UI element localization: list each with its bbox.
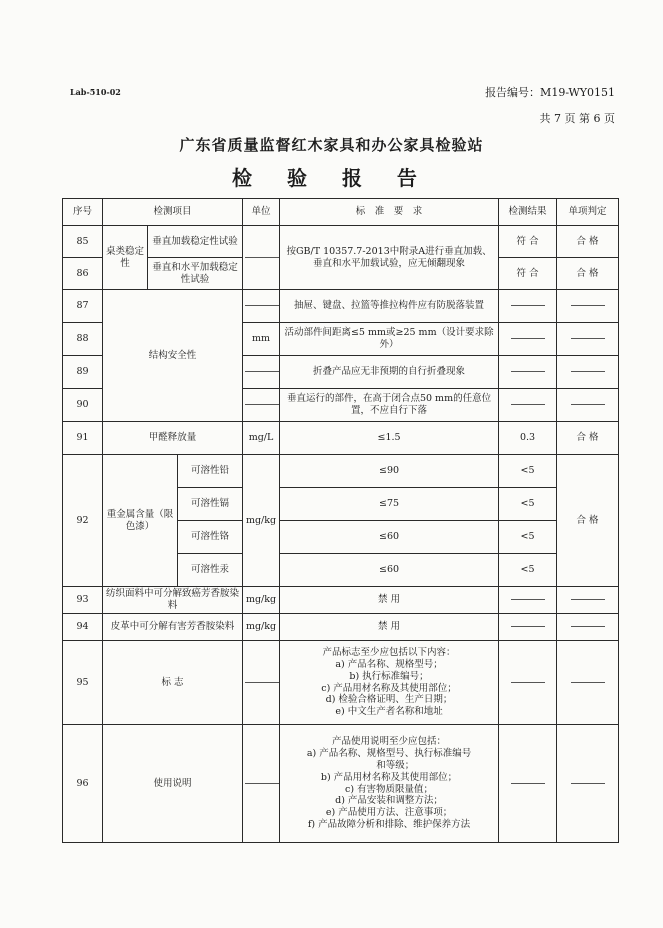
row-no: 86 [63,258,103,290]
requirement-line: e) 中文生产者名称和地址 [335,706,443,718]
dash-mark [511,626,545,627]
item-label: 可溶性铬 [178,521,243,554]
group-label: 桌类稳定性 [103,226,148,290]
group-label: 结构安全性 [103,290,243,422]
verdict-value [557,587,619,614]
verdict-value [557,641,619,725]
unit-cell [243,389,280,422]
verdict-value [557,323,619,356]
requirement-text: 禁 用 [280,614,499,641]
result-value [499,725,557,843]
inspection-table [62,198,619,843]
dash-mark [571,783,605,784]
result-value [499,614,557,641]
requirement-text [280,641,499,725]
dash-mark [511,404,545,405]
row-no: 88 [63,323,103,356]
requirement-line: c) 有害物质限量值； [345,783,434,795]
item-label: 甲醛释放量 [103,422,243,455]
unit-cell [243,226,280,290]
result-value: 符 合 [499,258,557,290]
dash-mark [571,599,605,600]
col-header-requirement: 标 准 要 求 [280,199,499,226]
dash-mark [571,338,605,339]
verdict-value: 合 格 [557,258,619,290]
requirement-line: 和等级； [363,759,415,771]
unit-cell [243,725,280,843]
dash-mark [511,338,545,339]
requirement-line: d) 检验合格证明、生产日期； [325,694,453,706]
unit-cell: mm [243,323,280,356]
requirement-text: ≤75 [280,488,499,521]
result-value: <5 [499,554,557,587]
requirement-text: 禁 用 [280,587,499,614]
requirement-line: d) 产品安装和调整方法； [335,795,443,807]
requirement-line: b) 产品用材名称及其使用部位； [320,771,458,783]
unit-cell [243,356,280,389]
unit-cell: mg/kg [243,587,280,614]
requirement-text: 按GB/T 10357.7-2013中附录A进行垂直加载、垂直和水平加载试验，应无倾翻现象 [280,226,499,290]
report-number: 报告编号：M19-WY0151 [485,86,615,99]
group-label: 重金属含量（限色漆） [103,455,178,587]
requirement-text: 垂直运行的部件，在高于闭合点50 mm的任意位置，不应自行下落 [280,389,499,422]
dash-mark [511,599,545,600]
table-header-row [63,199,619,226]
dash-mark [511,783,545,784]
dash-mark [571,404,605,405]
table-row [63,725,619,843]
row-no: 85 [63,226,103,258]
row-no: 87 [63,290,103,323]
dash-mark [245,682,279,683]
requirement-text: ≤1.5 [280,422,499,455]
requirement-line: 产品使用说明至少应包括： [332,736,447,747]
col-header-unit: 单位 [243,199,280,226]
requirement-line: c) 产品用材名称及其使用部位； [321,682,457,694]
requirement-text [280,725,499,843]
verdict-value [557,290,619,323]
dash-mark [511,682,545,683]
col-header-result: 检测结果 [499,199,557,226]
result-value: 0.3 [499,422,557,455]
item-label: 可溶性汞 [178,554,243,587]
table-row [63,226,619,258]
unit-cell: mg/L [243,422,280,455]
table-row [63,614,619,641]
station-name: 广东省质量监督红木家具和办公家具检验站 [179,136,484,154]
item-label: 垂直和水平加载稳定性试验 [148,258,243,290]
result-value [499,641,557,725]
verdict-value [557,725,619,843]
item-label: 垂直加载稳定性试验 [148,226,243,258]
table-row [63,641,619,725]
row-no: 89 [63,356,103,389]
doc-code: Lab-510-02 [70,87,121,97]
requirement-line: b) 执行标准编号； [349,670,429,682]
result-value [499,323,557,356]
dash-mark [511,371,545,372]
requirement-line: a) 产品名称、规格型号； [335,658,443,670]
requirement-text: ≤60 [280,554,499,587]
dash-mark [245,305,279,306]
table-row [63,422,619,455]
verdict-value [557,356,619,389]
verdict-value: 合 格 [557,455,619,587]
item-label: 可溶性铅 [178,455,243,488]
verdict-value [557,614,619,641]
unit-cell: mg/kg [243,455,280,587]
row-no: 94 [63,614,103,641]
requirement-line: a) 产品名称、规格型号、执行标准编号 [306,747,472,759]
row-no: 93 [63,587,103,614]
unit-cell [243,290,280,323]
col-header-item: 检测项目 [103,199,243,226]
requirement-text: 折叠产品应无非预期的自行折叠现象 [280,356,499,389]
dash-mark [571,371,605,372]
requirement-text: 抽屉、键盘、拉篮等推拉构件应有防脱落装置 [280,290,499,323]
row-no: 92 [63,455,103,587]
table-row [63,587,619,614]
item-label: 可溶性镉 [178,488,243,521]
result-value [499,356,557,389]
unit-cell: mg/kg [243,614,280,641]
col-header-verdict: 单项判定 [557,199,619,226]
result-value: <5 [499,521,557,554]
col-header-no: 序号 [63,199,103,226]
result-value: 符 合 [499,226,557,258]
verdict-value [557,389,619,422]
table-row [63,455,619,488]
dash-mark [245,371,279,372]
dash-mark [245,404,279,405]
dash-mark [245,257,279,258]
requirement-line: f) 产品故障分析和排除、维护保养方法 [307,819,471,831]
requirement-text: 活动部件间距离≤5 mm或≥25 mm（设计要求除外） [280,323,499,356]
row-no: 91 [63,422,103,455]
result-value: <5 [499,488,557,521]
row-no: 95 [63,641,103,725]
requirement-text: ≤90 [280,455,499,488]
row-no: 90 [63,389,103,422]
dash-mark [245,783,279,784]
unit-cell [243,641,280,725]
dash-mark [571,305,605,306]
item-label: 标 志 [103,641,243,725]
dash-mark [571,682,605,683]
verdict-value: 合 格 [557,422,619,455]
dash-mark [571,626,605,627]
item-label: 皮革中可分解有害芳香胺染料 [103,614,243,641]
item-label: 纺织面料中可分解致癌芳香胺染料 [103,587,243,614]
requirement-text: ≤60 [280,521,499,554]
dash-mark [511,305,545,306]
requirement-line: 产品标志至少应包括以下内容： [322,646,456,658]
page-info: 共 7 页 第 6 页 [539,112,615,125]
requirement-line: e) 产品使用方法、注意事项； [325,807,453,819]
doc-title: 检 验 报 告 [232,166,431,190]
item-label: 使用说明 [103,725,243,843]
row-no: 96 [63,725,103,843]
verdict-value: 合 格 [557,226,619,258]
result-value: <5 [499,455,557,488]
result-value [499,587,557,614]
table-row [63,290,619,323]
result-value [499,290,557,323]
result-value [499,389,557,422]
